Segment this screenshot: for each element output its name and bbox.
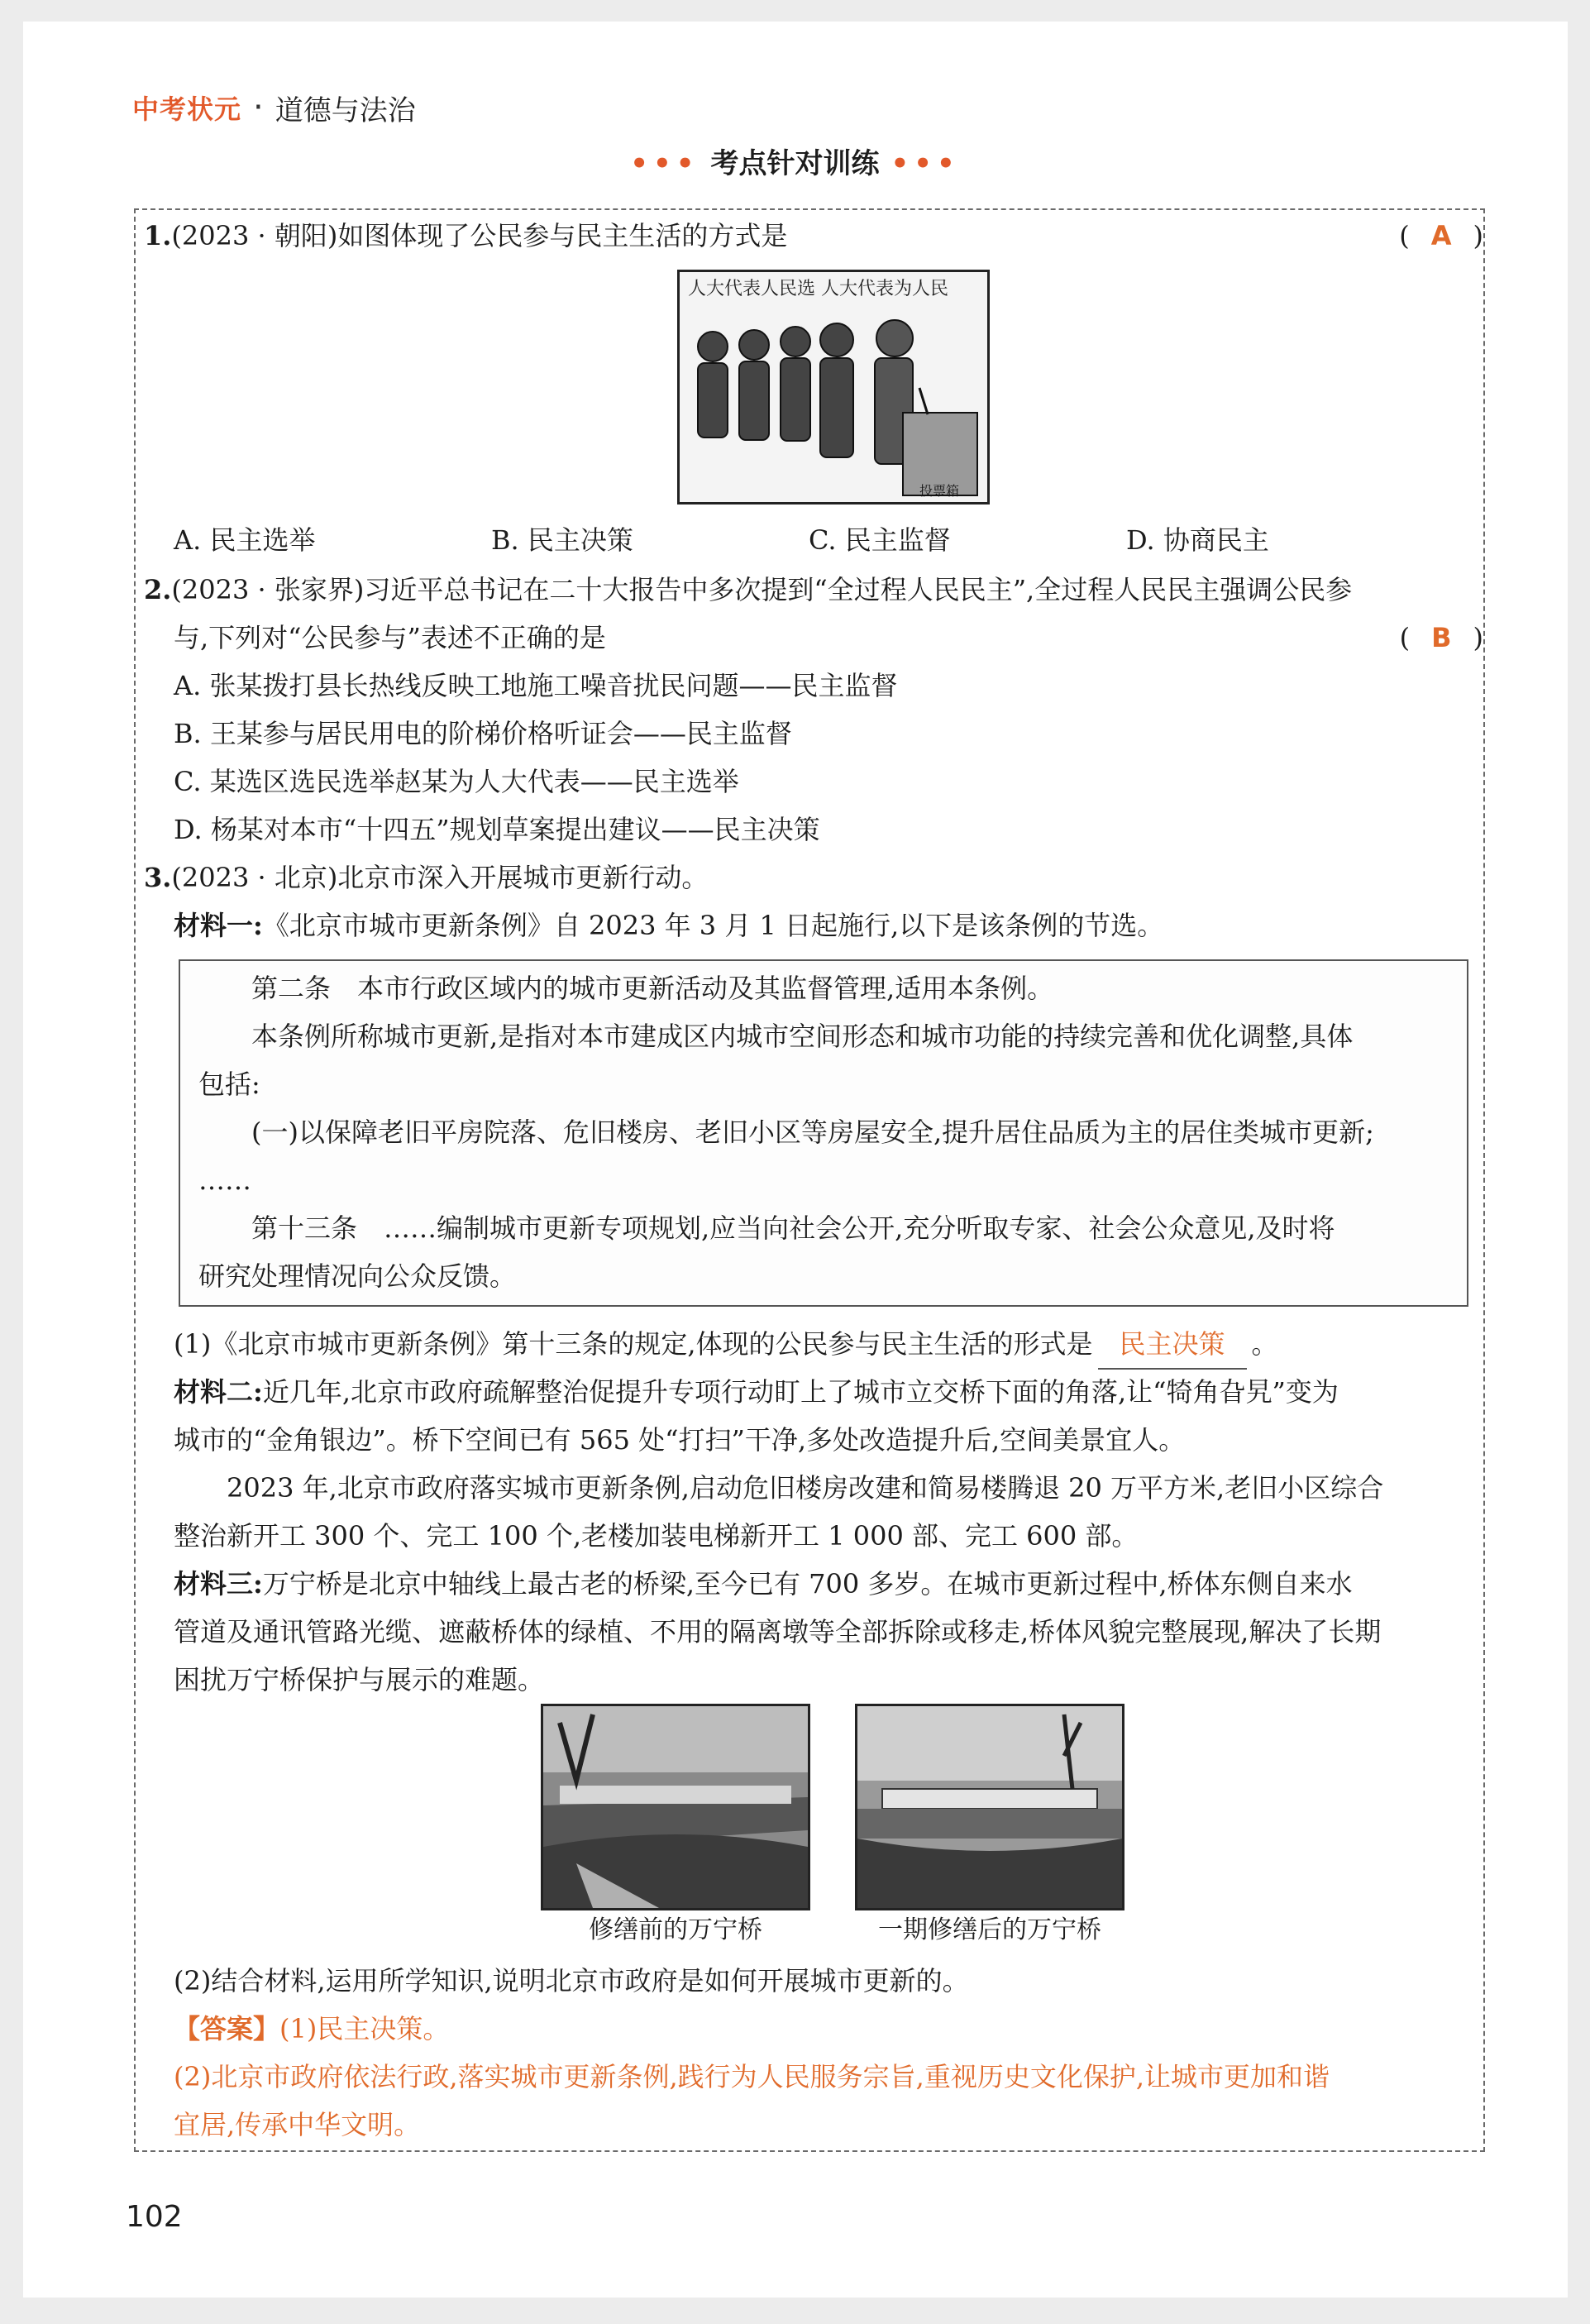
material-3-line2: 管道及通讯管路光缆、遮蔽桥体的绿植、不用的隔离墩等全部拆除或移走,桥体风貌完整展现,解决了长期 [174, 1616, 1382, 1647]
section-title-text: 考点针对训练 [710, 147, 880, 180]
material-2-line3: 2023 年,北京市政府落实城市更新条例,启动危旧楼房改建和简易楼腾退 20 万平方米,老旧小区综合 [174, 1472, 1384, 1504]
material-3-line3: 困扰万宁桥保护与展示的难题。 [174, 1664, 545, 1695]
excerpt-line: 本条例所称城市更新,是指对本市建成区内城市空间形态和城市功能的持续完善和优化调整,具体 [198, 1021, 1354, 1052]
photo-caption-before: 修缮前的万宁桥 [589, 1915, 762, 1944]
q3-sub1 [174, 1320, 1278, 1370]
bridge-before-image [543, 1706, 808, 1908]
answer-tag: 【答案】 [174, 2013, 280, 2044]
material-1-text: 《北京市城市更新条例》自 2023 年 3 月 1 日起施行,以下是该条例的节选。 [262, 910, 1164, 941]
q2-answer: B [1431, 622, 1452, 653]
q1-stem [144, 212, 787, 260]
bridge-after-image [857, 1706, 1122, 1908]
material-3-line1 [174, 1560, 1353, 1608]
excerpt-line: (一)以保障老旧平房院落、危旧楼房、老旧小区等房屋安全,提升居住品质为主的居住类城市更新; [198, 1117, 1374, 1148]
q2-text-1: (2023 · 张家界)习近平总书记在二十大报告中多次提到“全过程人民民主”,全过程人民民主强调公民参 [171, 574, 1353, 605]
material-2-label: 材料二: [174, 1376, 263, 1408]
ballot-box-label: 投票箱 [919, 483, 960, 499]
q2-option-c[interactable]: C. 某选区选民选举赵某为人大代表——民主选举 [174, 766, 739, 797]
q3-sub1-end: 。 [1251, 1328, 1278, 1360]
answer-line-2: (2)北京市政府依法行政,落实城市更新条例,践行为人民服务宗旨,重视历史文化保护,让城市更加和谐 [174, 2061, 1330, 2092]
material-1-label: 材料一: [174, 910, 263, 941]
section-title [0, 141, 1590, 181]
q1-figure-caption: 人大代表人民选 人大代表为人民 [688, 279, 948, 299]
q3-sub1-text: (1)《北京市城市更新条例》第十三条的规定,体现的公民参与民主生活的形式是 [174, 1328, 1093, 1360]
page-number: 102 [126, 2200, 183, 2234]
title-dots-right: ••• [890, 147, 960, 180]
excerpt-line: 研究处理情况向公众反馈。 [198, 1260, 517, 1292]
brand-logo: 中考状元 [132, 93, 242, 125]
bridge-before-photo [541, 1704, 810, 1910]
material-2-line1 [174, 1368, 1339, 1416]
q3-sub1-answer-blank[interactable]: 民主决策 [1098, 1320, 1247, 1370]
q1-answer: A [1430, 220, 1452, 251]
header-separator: · [253, 88, 264, 127]
q1-option-a[interactable]: A. 民主选举 [174, 524, 316, 556]
excerpt-line: 第十三条 ……编制城市更新专项规划,应当向社会公开,充分听取专家、社会公众意见,及时将 [198, 1212, 1335, 1244]
material-1 [174, 901, 1163, 949]
q1-answer-bracket: ( A ) [1399, 220, 1483, 251]
q3-text: (2023 · 北京)北京市深入开展城市更新行动。 [171, 862, 709, 893]
excerpt-line: …… [198, 1164, 251, 1196]
q1-option-d[interactable]: D. 协商民主 [1126, 524, 1269, 556]
q2-stem-line1 [144, 566, 1352, 614]
q2-option-b[interactable]: B. 王某参与居民用电的阶梯价格听证会——民主监督 [174, 718, 792, 749]
regulation-excerpt-box [179, 959, 1468, 1307]
q3-sub2: (2)结合材料,运用所学知识,说明北京市政府是如何开展城市更新的。 [174, 1965, 969, 1996]
answer-1: (1)民主决策。 [279, 2013, 450, 2044]
subject-title: 道德与法治 [275, 93, 416, 127]
q1-number: 1. [144, 220, 172, 251]
q2-answer-bracket: ( B ) [1399, 622, 1483, 653]
material-3-text: 万宁桥是北京中轴线上最古老的桥梁,至今已有 700 多岁。在城市更新过程中,桥体东侧自来水 [262, 1568, 1353, 1600]
q1-option-b[interactable]: B. 民主决策 [491, 524, 633, 556]
q2-option-a[interactable]: A. 张某拨打县长热线反映工地施工噪音扰民问题——民主监督 [174, 670, 898, 701]
excerpt-line: 第二条 本市行政区域内的城市更新活动及其监督管理,适用本条例。 [198, 973, 1054, 1004]
page-header [132, 83, 416, 132]
answer-line-1 [174, 2005, 449, 2053]
answer-line-3: 宜居,传承中华文明。 [174, 2109, 421, 2140]
q1-options [174, 516, 1444, 564]
material-2-text: 近几年,北京市政府疏解整治促提升专项行动盯上了城市立交桥下面的角落,让“犄角旮旯”变为 [262, 1376, 1339, 1408]
q1-figure [677, 270, 990, 504]
q2-stem-line2: 与,下列对“公民参与”表述不正确的是 [174, 622, 606, 653]
excerpt-line: 包括: [198, 1069, 260, 1100]
q3-number: 3. [144, 862, 172, 893]
q1-text: (2023 · 朝阳)如图体现了公民参与民主生活的方式是 [171, 220, 788, 251]
material-2-line4: 整治新开工 300 个、完工 100 个,老楼加装电梯新开工 1 000 部、完工 600 部。 [174, 1520, 1139, 1552]
q2-number: 2. [144, 574, 172, 605]
q1-option-c[interactable]: C. 民主监督 [809, 524, 951, 556]
q2-option-d[interactable]: D. 杨某对本市“十四五”规划草案提出建议——民主决策 [174, 814, 820, 845]
material-3-label: 材料三: [174, 1568, 263, 1600]
q3-stem [144, 854, 708, 901]
bridge-after-photo [855, 1704, 1124, 1910]
title-dots-left: ••• [630, 147, 700, 180]
material-2-line2: 城市的“金角银边”。桥下空间已有 565 处“打扫”干净,多处改造提升后,空间美景宜人。 [174, 1424, 1186, 1456]
photo-caption-after: 一期修缮后的万宁桥 [878, 1915, 1101, 1944]
